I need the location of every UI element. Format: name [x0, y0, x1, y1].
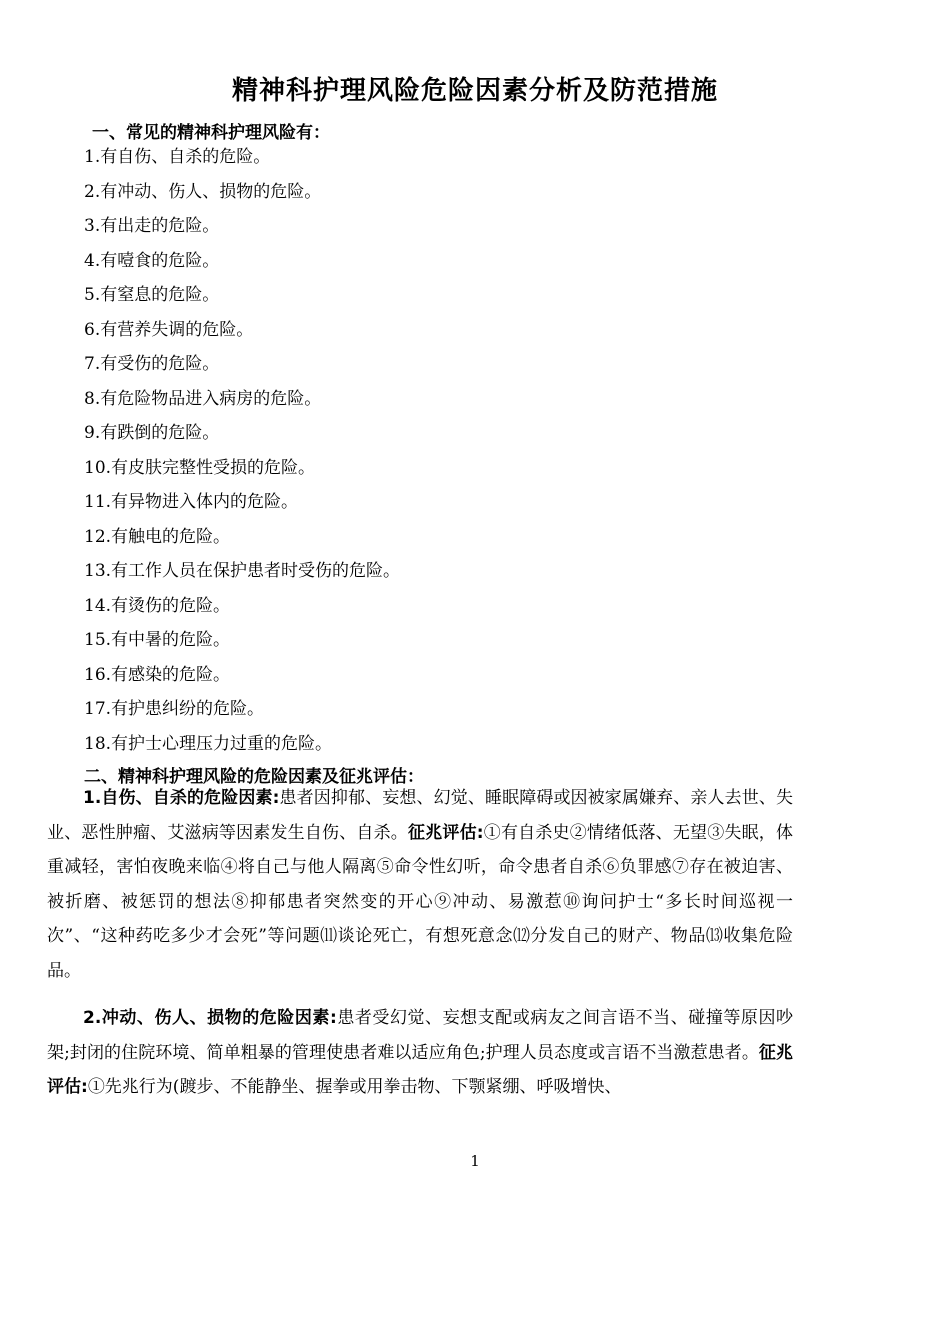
list-item: 2.有冲动、伤人、损物的危险。 [84, 181, 322, 202]
list-item: 10.有皮肤完整性受损的危险。 [84, 457, 316, 478]
list-item: 8.有危险物品进入病房的危险。 [84, 388, 322, 409]
paragraph-text: ①先兆行为(踱步、不能静坐、握拳或用拳击物、下颚紧绷、呼吸增快、 [87, 1077, 622, 1097]
list-item: 16.有感染的危险。 [84, 664, 231, 685]
list-item: 3.有出走的危险。 [84, 216, 220, 236]
list-item: 18.有护士心理压力过重的危险。 [84, 733, 333, 754]
paragraph-text: 患者受幻觉、妄想支配或病友之间言语不当、碰撞等原因吵架;封闭的住院环境、简单粗暴的管理使患者难以适应角色;护理人员态度或言语不当激惹患者。 [47, 1008, 794, 1063]
paragraph-lead: 1.自伤、自杀的危险因素: [83, 788, 280, 808]
list-item: 15.有中暑的危险。 [84, 630, 231, 650]
paragraph-text: ①有自杀史②情绪低落、无望③失眠，体重减轻，害怕夜晚来临④将自己与他人隔离⑤命令性幻听，命令患者自杀⑥负罪感⑦存在被迫害、被折磨、被惩罚的想法⑧抑郁患者突然变的开心⑨冲动、易激惹⑩询问护士“多长时间巡视一次”、“这种药吃多少才会死”等问题⑾谈论死亡，有想死意念⑿分发自己的财产、物品⒀收集危险品。 [47, 822, 793, 981]
paragraph-aggression [47, 1001, 793, 1105]
risk-list [84, 140, 400, 761]
section-heading-common-risks: 一、常见的精神科护理风险有： [92, 123, 330, 143]
paragraph-lead: 征兆评估: [47, 1042, 793, 1097]
list-item: 9.有跌倒的危险。 [84, 423, 220, 443]
paragraph-lead: 征兆评估: [408, 822, 484, 843]
paragraph-self-harm [47, 781, 793, 988]
list-item: 12.有触电的危险。 [84, 526, 231, 547]
list-item: 6.有营养失调的危险。 [84, 319, 254, 340]
list-item: 1.有自伤、自杀的危险。 [84, 147, 271, 167]
page-number: 1 [470, 1152, 480, 1170]
list-item: 7.有受伤的危险。 [84, 354, 220, 374]
list-item: 13.有工作人员在保护患者时受伤的危险。 [84, 561, 401, 581]
list-item: 17.有护患纠纷的危险。 [84, 699, 265, 719]
document-title: 精神科护理风险危险因素分析及防范措施 [231, 76, 718, 106]
list-item: 11.有异物进入体内的危险。 [84, 492, 299, 512]
list-item: 5.有窒息的危险。 [84, 285, 220, 305]
paragraph-lead: 2.冲动、伤人、损物的危险因素: [83, 1008, 337, 1028]
list-item: 4.有噎食的危险。 [84, 250, 220, 271]
paragraph-text: 患者因抑郁、妄想、幻觉、睡眠障碍或因被家属嫌弃、亲人去世、失业、恶性肿瘤、艾滋病等因素发生自伤、自杀。 [47, 788, 793, 843]
section-heading-risk-factors: 二、精神科护理风险的危险因素及征兆评估： [84, 767, 424, 787]
list-item: 14.有烫伤的危险。 [84, 595, 231, 616]
